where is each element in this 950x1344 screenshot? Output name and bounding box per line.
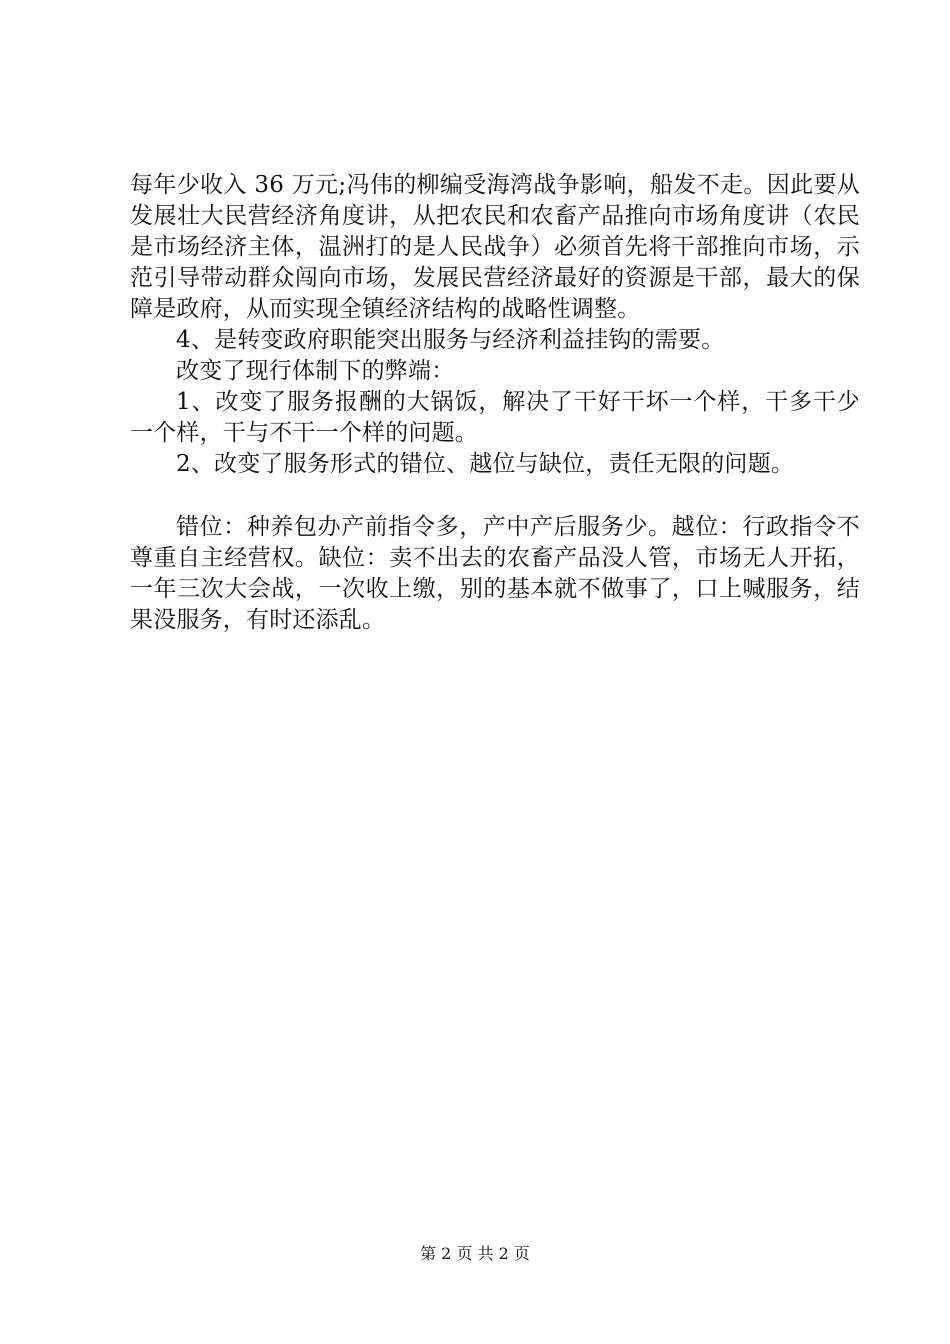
- document-body: [130, 170, 860, 636]
- page-number-label: 第 2 页 共 2 页: [420, 1244, 530, 1263]
- page-footer: [0, 1244, 950, 1264]
- paragraph-drawbacks-heading: 改变了现行体制下的弊端：: [176, 358, 455, 384]
- paragraph-change-2: 2、改变了服务形式的错位、越位与缺位，责任无限的问题。: [176, 451, 795, 477]
- paragraph-continuation: 每年少收入 36 万元;冯伟的柳编受海湾战争影响，船发不走。因此要从发展壮大民营经济角度讲，从把农民和农畜产品推向市场角度讲（农民是市场经济主体，温洲打的是人民战争）必须首先将干部推向市场，示范引导带动群众闯向市场，发展民营经济最好的资源是干部，最大的保障是政府，从而实现全镇经济结构的战略性调整。: [130, 172, 860, 322]
- paragraph-change-1: 1、改变了服务报酬的大锅饭，解决了干好干坏一个样，干多干少一个样，干与不干一个样的问题。: [130, 389, 860, 446]
- paragraph-point-4: 4、是转变政府职能突出服务与经济利益挂钩的需要。: [176, 327, 725, 353]
- paragraph-position-explanation: 错位：种养包办产前指令多，产中产后服务少。越位：行政指令不尊重自主经营权。缺位：卖不出去的农畜产品没人管，市场无人开拓，一年三次大会战，一次收上缴，别的基本就不做事了，口上喊服务，结果没服务，有时还添乱。: [130, 514, 860, 633]
